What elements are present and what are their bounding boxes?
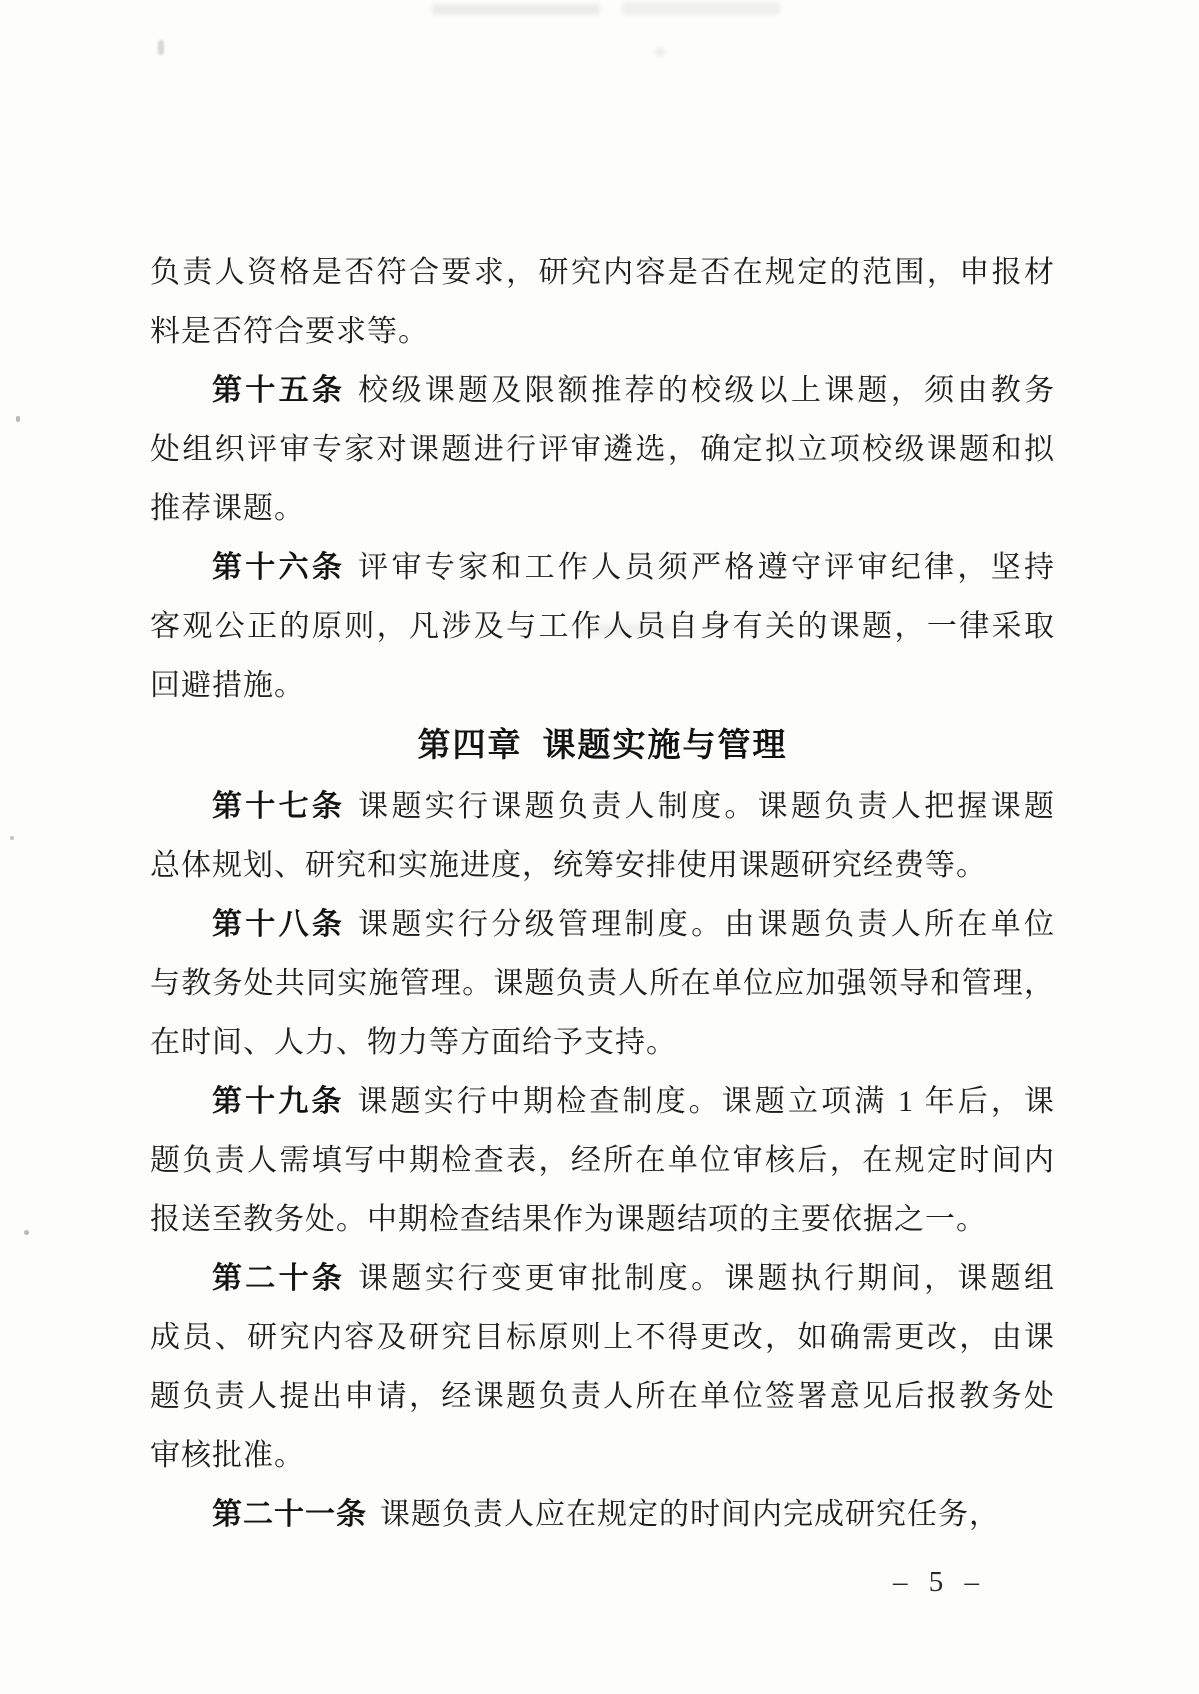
scan-speck: [655, 48, 665, 56]
text-line: 成员、研究内容及研究目标原则上不得更改，如确需更改，由课: [150, 1321, 1055, 1354]
article-number: 第二十条: [212, 1262, 346, 1295]
article-number: 第十九条: [212, 1085, 345, 1118]
article-number: 第二十一条: [212, 1498, 367, 1531]
scan-speck: [158, 40, 164, 55]
article-number: 第十七条: [212, 790, 346, 823]
chapter-number: 第四章: [417, 728, 523, 764]
scan-smudge: [622, 2, 780, 15]
scan-smudge: [432, 4, 600, 15]
text-line: 推荐课题。: [150, 492, 305, 525]
text-line: 题负责人提出申请，经课题负责人所在单位签署意见后报教务处: [150, 1380, 1055, 1413]
text-line: 处组织评审专家对课题进行评审遴选，确定拟立项校级课题和拟: [150, 433, 1055, 466]
chapter-heading: [150, 715, 1055, 777]
text-line: 题负责人需填写中期检查表，经所在单位审核后，在规定时间内: [150, 1144, 1055, 1177]
text-line: 总体规划、研究和实施进度，统筹安排使用课题研究经费等。: [150, 849, 987, 882]
text-line-article-16: [150, 538, 1055, 597]
text-line-article-20: [150, 1249, 1055, 1308]
article-text: 课题实行课题负责人制度。课题负责人把握课题: [358, 790, 1056, 823]
text-line-article-18: [150, 895, 1055, 954]
article-text: 课题实行变更审批制度。课题执行期间，课题组: [358, 1262, 1056, 1295]
article-text: 课题实行中期检查制度。课题立项满 1 年后，课: [357, 1085, 1056, 1118]
text-line: 料是否符合要求等。: [150, 315, 429, 348]
text-line-article-19: [150, 1072, 1055, 1131]
scan-speck: [24, 1230, 29, 1235]
chapter-title: 课题实施与管理: [542, 728, 788, 764]
article-number: 第十六条: [212, 551, 346, 584]
text-line: 审核批准。: [150, 1439, 305, 1472]
text-line-article-17: [150, 777, 1055, 836]
article-text: 校级课题及限额推荐的校级以上课题，须由教务: [358, 374, 1056, 407]
scan-speck: [16, 416, 20, 422]
article-text: 评审专家和工作人员须严格遵守评审纪律，坚持: [358, 551, 1056, 584]
text-line: 报送至教务处。中期检查结果作为课题结项的主要依据之一。: [150, 1203, 987, 1236]
text-line-article-15: [150, 361, 1055, 420]
text-line: 负责人资格是否符合要求，研究内容是否在规定的范围，申报材: [150, 256, 1055, 289]
page-number: – 5 –: [893, 1566, 986, 1598]
article-number: 第十八条: [212, 908, 346, 941]
text-line-article-21: [150, 1485, 1055, 1544]
scan-speck: [10, 836, 14, 840]
text-line: 在时间、人力、物力等方面给予支持。: [150, 1026, 677, 1059]
document-body: [150, 243, 1055, 1544]
article-number: 第十五条: [212, 374, 346, 407]
article-text: 课题实行分级管理制度。由课题负责人所在单位: [358, 908, 1056, 941]
article-text: 课题负责人应在规定的时间内完成研究任务，: [380, 1498, 1000, 1531]
text-line: 与教务处共同实施管理。课题负责人所在单位应加强领导和管理，: [150, 967, 1055, 1000]
text-line: 客观公正的原则，凡涉及与工作人员自身有关的课题，一律采取: [150, 610, 1055, 643]
text-line: 回避措施。: [150, 669, 305, 702]
